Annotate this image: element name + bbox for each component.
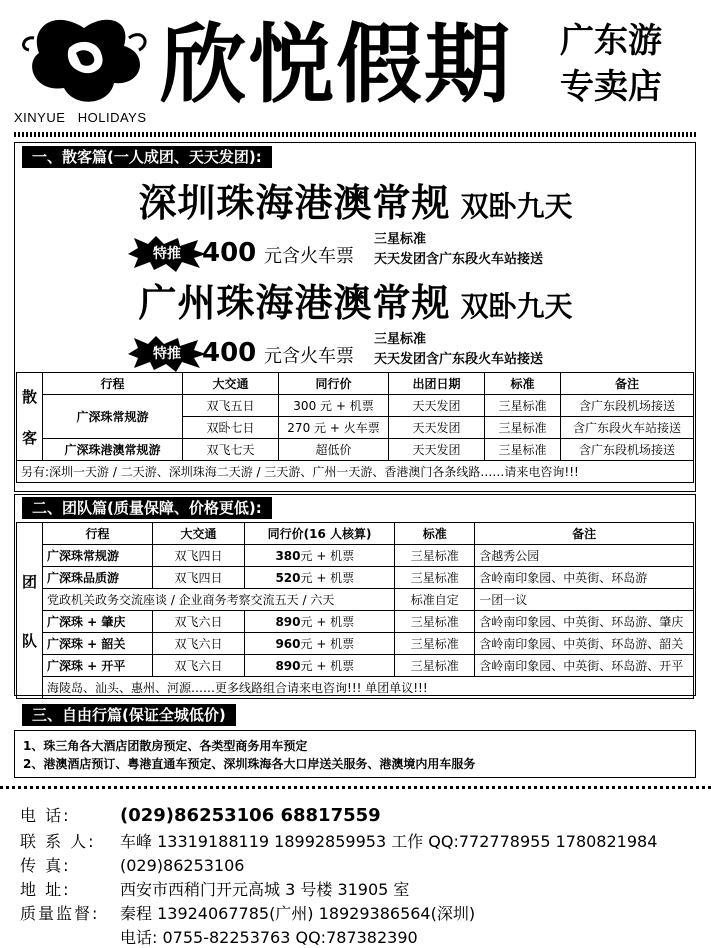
price-cell: 890 [245, 655, 301, 677]
table-footer: 海陵岛、汕头、惠州、河源……更多线路组合请来电咨询!!! 单团单议!!! [43, 677, 694, 699]
brand-title: 欣悦假期 [160, 14, 512, 115]
transport-cell: 双飞六日 [153, 633, 245, 655]
price-note-line1: 三星标准 [374, 232, 427, 247]
price-note [374, 330, 543, 370]
transport-cell: 双飞五日 [183, 395, 279, 417]
route-1 [0, 172, 711, 227]
section3-title: 三、自由行篇(保证全城低价) [22, 704, 236, 726]
table-row [17, 611, 694, 633]
standard-cell: 三星标准 [485, 395, 561, 417]
contact-label: 传 真: [20, 856, 71, 875]
table-row [17, 545, 694, 567]
table-row [17, 439, 694, 461]
table-header-row [17, 373, 694, 395]
price-note-line2: 天天发团含广东段火车站接送 [374, 252, 544, 267]
contact-label: 联 系 人: [20, 832, 96, 851]
standard-cell: 三星标准 [485, 439, 561, 461]
transport-cell: 双飞七天 [183, 439, 279, 461]
table-header: 大交通 [183, 373, 279, 395]
contact-value: (029)86253106 [120, 856, 245, 875]
standard-cell: 三星标准 [395, 545, 475, 567]
remark-cell: 含岭南印象园、中英街、环岛游、开平 [475, 655, 694, 677]
remark-cell: 含岭南印象园、中英街、环岛游、肇庆 [475, 611, 694, 633]
contact-value: 西安市西稍门开元高城 3 号楼 31905 室 [120, 880, 410, 899]
date-cell: 天天发团 [389, 439, 485, 461]
free-item: 1、珠三角各大酒店团散房预定、各类型商务用车预定 [23, 739, 308, 753]
table-header-row [17, 523, 694, 545]
price-cell: 270 元 + 火车票 [279, 417, 389, 439]
contact-label: 质量监督: [20, 904, 100, 923]
table-row [17, 633, 694, 655]
contact-address [20, 877, 409, 900]
sub-brand [560, 18, 662, 110]
table-footer-row [17, 677, 694, 699]
remark-cell: 含广东段机场接送 [561, 439, 694, 461]
table-header: 出团日期 [389, 373, 485, 395]
remark-cell: 含岭南印象园、中英街、环岛游、韶关 [475, 633, 694, 655]
price-cell: 890 [245, 611, 301, 633]
route-1-suffix: 双卧九天 [460, 190, 573, 223]
contact-supervise-phone: 电话: 0755-82253763 QQ:787382390 [120, 928, 418, 947]
table-footer-row [17, 461, 694, 483]
group-table [16, 522, 694, 699]
contact-fax [20, 853, 244, 876]
table-header: 备注 [475, 523, 694, 545]
remark-cell: 一团一议 [475, 589, 694, 611]
individual-table [16, 372, 694, 483]
price-text: 元含火车票 [264, 246, 354, 267]
transport-cell: 双飞四日 [153, 545, 245, 567]
side-label: 团 队 [17, 523, 43, 699]
table-row [17, 567, 694, 589]
table-header: 同行价(16 人核算) [245, 523, 395, 545]
remark-cell: 含广东段火车站接送 [561, 417, 694, 439]
price-value: 400 [202, 238, 257, 268]
table-header: 同行价 [279, 373, 389, 395]
standard-cell: 三星标准 [395, 655, 475, 677]
price-unit-cell: 元 + 机票 [301, 545, 395, 567]
section-free [14, 730, 696, 778]
table-header: 标准 [485, 373, 561, 395]
flower-logo-icon [14, 8, 154, 113]
transport-cell: 双卧七日 [183, 417, 279, 439]
price-note-line1: 三星标准 [374, 332, 427, 347]
table-header: 备注 [561, 373, 694, 395]
route-1-name: 深圳珠海港澳常规 [138, 181, 451, 225]
route-cell: 广深珠常规游 [43, 545, 153, 567]
date-cell: 天天发团 [389, 395, 485, 417]
remark-cell: 含岭南印象园、中英街、环岛游 [475, 567, 694, 589]
route-cell: 广深珠港澳常规游 [43, 439, 183, 461]
route-cell: 广深珠品质游 [43, 567, 153, 589]
table-row [17, 395, 694, 417]
price-unit-cell: 元 + 机票 [301, 633, 395, 655]
transport-cell: 双飞六日 [153, 611, 245, 633]
price-unit-cell: 元 + 机票 [301, 611, 395, 633]
route-cell: 党政机关政务交流座谈 / 企业商务考察交流五天 / 六天 [43, 589, 395, 611]
contact-value: 车峰 13319188119 18992859953 工作 QQ:772778955 1780821984 [120, 832, 658, 851]
table-header: 行程 [43, 523, 153, 545]
route-cell: 广深珠 + 韶关 [43, 633, 153, 655]
route-cell: 广深珠 + 开平 [43, 655, 153, 677]
contact-supervise [20, 901, 475, 924]
contact-label: 地 址: [20, 880, 71, 899]
contact-phone [20, 803, 381, 826]
transport-cell: 双飞六日 [153, 655, 245, 677]
divider [14, 132, 696, 137]
price-cell: 960 [245, 633, 301, 655]
route-2-suffix: 双卧九天 [460, 290, 573, 323]
price-note-line2: 天天发团含广东段火车站接送 [374, 352, 544, 367]
table-footer: 另有:深圳一天游 / 二天游、深圳珠海二天游 / 三天游、广州一天游、香港澳门各条线路……请来电咨询!!! [17, 461, 694, 483]
standard-cell: 三星标准 [395, 611, 475, 633]
table-header: 行程 [43, 373, 183, 395]
badge-label: 特推 [153, 246, 181, 262]
remark-cell: 含越秀公园 [475, 545, 694, 567]
side-label: 散 客 [17, 373, 43, 461]
standard-cell: 标准自定 [395, 589, 475, 611]
transport-cell: 双飞四日 [153, 567, 245, 589]
standard-cell: 三星标准 [395, 633, 475, 655]
section2-title: 二、团队篇(质量保障、价格更低): [22, 497, 272, 519]
logo-text: XINYUE HOLIDAYS [14, 110, 147, 125]
price-cell: 超低价 [279, 439, 389, 461]
route-cell: 广深珠常规游 [43, 395, 183, 439]
header [0, 0, 711, 140]
table-row [17, 655, 694, 677]
date-cell: 天天发团 [389, 417, 485, 439]
contact-block [0, 786, 711, 948]
price-cell: 520 [245, 567, 301, 589]
contact-value: 秦程 13924067785(广州) 18929386564(深圳) [120, 904, 476, 923]
contact-value: (029)86253106 68817559 [120, 805, 381, 826]
remark-cell: 含广东段机场接送 [561, 395, 694, 417]
price-unit-cell: 元 + 机票 [301, 655, 395, 677]
route-2 [0, 272, 711, 327]
badge-label: 特推 [153, 346, 181, 362]
price-value: 400 [202, 338, 257, 368]
price-text: 元含火车票 [264, 346, 354, 367]
route-2-name: 广州珠海港澳常规 [138, 281, 451, 325]
route-cell: 广深珠 + 肇庆 [43, 611, 153, 633]
price-note [374, 230, 543, 270]
table-header: 标准 [395, 523, 475, 545]
standard-cell: 三星标准 [485, 417, 561, 439]
price-cell: 300 元 + 机票 [279, 395, 389, 417]
sub-brand-line1: 广东游 [560, 21, 662, 61]
section1-title: 一、散客篇(一人成团、天天发团): [22, 146, 272, 168]
contact-person [20, 829, 657, 852]
sub-brand-line2: 专卖店 [560, 67, 662, 107]
price-unit-cell: 元 + 机票 [301, 567, 395, 589]
table-header: 大交通 [153, 523, 245, 545]
contact-label: 电 话: [20, 806, 71, 825]
free-item: 2、港澳酒店预订、粤港直通车预定、深圳珠海各大口岸送关服务、港澳境内用车服务 [23, 757, 476, 771]
standard-cell: 三星标准 [395, 567, 475, 589]
table-row [17, 589, 694, 611]
price-cell: 380 [245, 545, 301, 567]
